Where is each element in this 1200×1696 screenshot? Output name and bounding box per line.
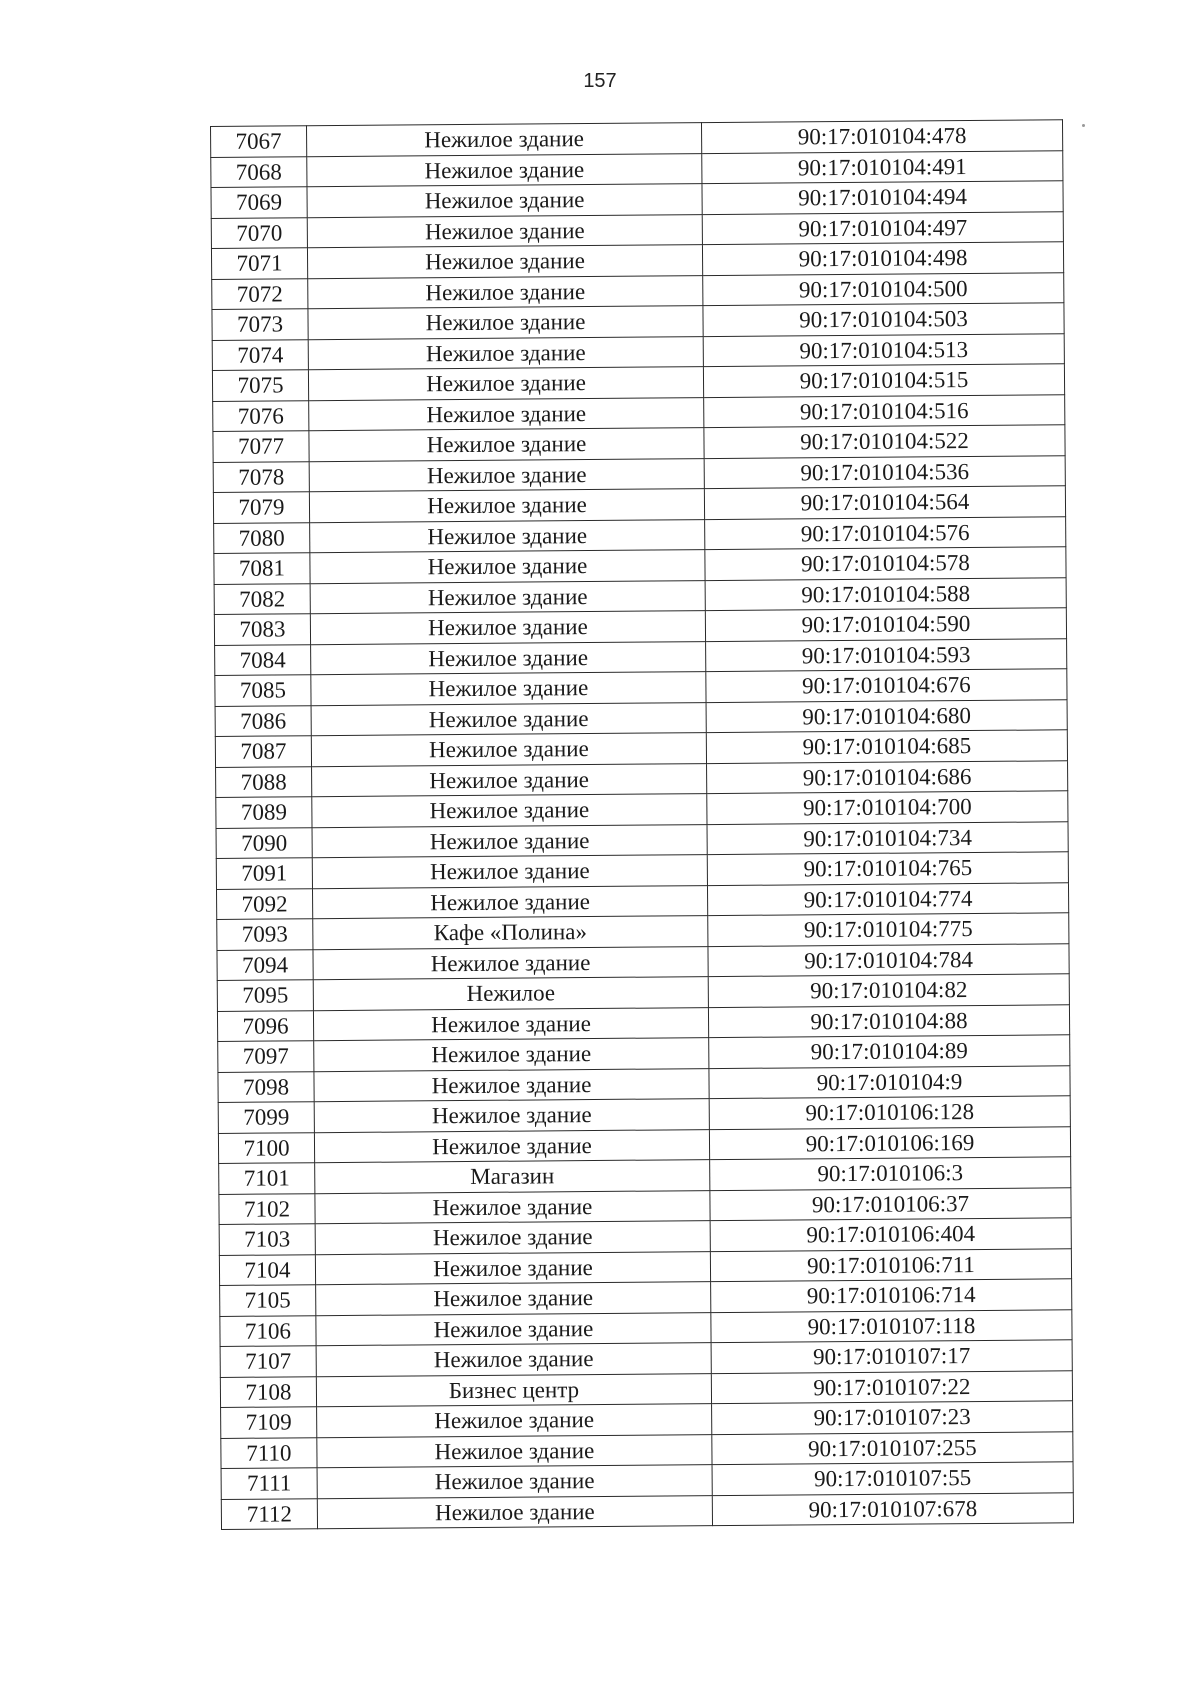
object-name-cell: Нежилое здание [312, 794, 707, 828]
row-number-cell: 7100 [218, 1132, 314, 1163]
row-number-cell: 7078 [213, 461, 309, 492]
cadastral-number-cell: 90:17:010104:498 [702, 242, 1063, 275]
row-number-cell: 7096 [217, 1010, 313, 1041]
object-name-cell: Нежилое здание [310, 611, 705, 645]
object-name-cell: Нежилое здание [311, 733, 706, 767]
row-number-cell: 7069 [211, 187, 307, 218]
cadastral-number-cell: 90:17:010104:676 [706, 669, 1067, 702]
cadastral-number-cell: 90:17:010104:578 [705, 547, 1066, 580]
row-number-cell: 7092 [216, 888, 312, 919]
row-number-cell: 7091 [216, 858, 312, 889]
object-name-cell: Нежилое здание [307, 214, 702, 248]
row-number-cell: 7081 [214, 553, 310, 584]
object-name-cell: Нежилое здание [311, 641, 706, 675]
cadastral-number-cell: 90:17:010104:82 [708, 974, 1069, 1007]
cadastral-number-cell: 90:17:010104:516 [704, 394, 1065, 427]
row-number-cell: 7101 [219, 1163, 315, 1194]
row-number-cell: 7112 [221, 1498, 317, 1529]
cadastral-number-cell: 90:17:010107:55 [712, 1462, 1073, 1495]
row-number-cell: 7082 [214, 583, 310, 614]
cadastral-number-cell: 90:17:010104:686 [707, 760, 1068, 793]
scan-speck [1082, 124, 1085, 127]
row-number-cell: 7079 [213, 492, 309, 523]
cadastral-number-cell: 90:17:010104:774 [707, 882, 1068, 915]
object-name-cell: Нежилое здание [309, 428, 704, 462]
row-number-cell: 7084 [215, 644, 311, 675]
cadastral-number-cell: 90:17:010104:700 [707, 791, 1068, 824]
object-name-cell: Нежилое здание [314, 1129, 709, 1163]
cadastral-number-cell: 90:17:010106:404 [710, 1218, 1071, 1251]
object-name-cell: Нежилое здание [313, 946, 708, 980]
cadastral-number-cell: 90:17:010107:118 [711, 1309, 1072, 1342]
cadastral-number-cell: 90:17:010104:9 [709, 1065, 1070, 1098]
cadastral-number-cell: 90:17:010104:775 [708, 913, 1069, 946]
object-name-cell: Нежилое здание [317, 1495, 712, 1529]
cadastral-number-cell: 90:17:010107:678 [712, 1492, 1073, 1525]
row-number-cell: 7068 [211, 156, 307, 187]
row-number-cell: 7111 [221, 1468, 317, 1499]
cadastral-number-cell: 90:17:010107:17 [711, 1340, 1072, 1373]
object-name-cell: Нежилое здание [315, 1251, 710, 1285]
row-number-cell: 7106 [220, 1315, 316, 1346]
cadastral-number-cell: 90:17:010104:88 [708, 1004, 1069, 1037]
object-name-cell: Нежилое здание [315, 1190, 710, 1224]
object-name-cell: Нежилое здание [312, 855, 707, 889]
object-name-cell: Бизнес центр [316, 1373, 711, 1407]
cadastral-number-cell: 90:17:010104:564 [704, 486, 1065, 519]
row-number-cell: 7093 [217, 919, 313, 950]
object-name-cell: Нежилое здание [307, 245, 702, 279]
cadastral-number-cell: 90:17:010106:714 [711, 1279, 1072, 1312]
row-number-cell: 7105 [220, 1285, 316, 1316]
object-name-cell: Нежилое здание [308, 306, 703, 340]
cadastral-number-cell: 90:17:010107:23 [712, 1401, 1073, 1434]
row-number-cell: 7087 [215, 736, 311, 767]
cadastral-number-cell: 90:17:010106:37 [710, 1187, 1071, 1220]
object-name-cell: Нежилое здание [314, 1099, 709, 1133]
row-number-cell: 7071 [211, 248, 307, 279]
object-name-cell: Нежилое здание [308, 336, 703, 370]
cadastral-number-cell: 90:17:010104:685 [706, 730, 1067, 763]
object-name-cell: Нежилое здание [307, 184, 702, 218]
object-name-cell: Нежилое здание [310, 550, 705, 584]
row-number-cell: 7109 [221, 1407, 317, 1438]
object-name-cell: Нежилое здание [312, 824, 707, 858]
row-number-cell: 7107 [220, 1346, 316, 1377]
register-table [210, 119, 1074, 1530]
cadastral-number-cell: 90:17:010106:128 [709, 1096, 1070, 1129]
cadastral-number-cell: 90:17:010104:497 [702, 211, 1063, 244]
cadastral-number-cell: 90:17:010104:513 [703, 333, 1064, 366]
row-number-cell: 7080 [214, 522, 310, 553]
cadastral-number-cell: 90:17:010104:89 [709, 1035, 1070, 1068]
object-name-cell: Нежилое здание [309, 458, 704, 492]
row-number-cell: 7070 [211, 217, 307, 248]
row-number-cell: 7090 [216, 827, 312, 858]
object-name-cell: Нежилое здание [317, 1404, 712, 1438]
cadastral-number-cell: 90:17:010106:3 [710, 1157, 1071, 1190]
object-name-cell: Нежилое здание [308, 367, 703, 401]
cadastral-number-cell: 90:17:010107:255 [712, 1431, 1073, 1464]
object-name-cell: Нежилое здание [310, 580, 705, 614]
cadastral-number-cell: 90:17:010104:680 [706, 699, 1067, 732]
object-name-cell: Нежилое здание [315, 1221, 710, 1255]
row-number-cell: 7083 [214, 614, 310, 645]
row-number-cell: 7077 [213, 431, 309, 462]
row-number-cell: 7097 [218, 1041, 314, 1072]
cadastral-number-cell: 90:17:010104:503 [703, 303, 1064, 336]
cadastral-number-cell: 90:17:010104:491 [702, 150, 1063, 183]
table-row [221, 1492, 1073, 1529]
object-name-cell: Нежилое здание [316, 1343, 711, 1377]
page-number: 157 [583, 70, 617, 92]
cadastral-number-cell: 90:17:010104:593 [706, 638, 1067, 671]
row-number-cell: 7103 [219, 1224, 315, 1255]
row-number-cell: 7075 [212, 370, 308, 401]
object-name-cell: Нежилое здание [314, 1038, 709, 1072]
object-name-cell: Нежилое здание [314, 1068, 709, 1102]
object-name-cell: Нежилое здание [309, 489, 704, 523]
object-name-cell: Нежилое здание [311, 672, 706, 706]
object-name-cell: Нежилое здание [316, 1312, 711, 1346]
cadastral-number-cell: 90:17:010107:22 [711, 1370, 1072, 1403]
cadastral-number-cell: 90:17:010104:576 [705, 516, 1066, 549]
row-number-cell: 7108 [220, 1376, 316, 1407]
row-number-cell: 7076 [213, 400, 309, 431]
row-number-cell: 7073 [212, 309, 308, 340]
cadastral-number-cell: 90:17:010104:494 [702, 181, 1063, 214]
row-number-cell: 7086 [215, 705, 311, 736]
row-number-cell: 7110 [221, 1437, 317, 1468]
object-name-cell: Нежилое здание [313, 1007, 708, 1041]
object-name-cell: Нежилое здание [308, 275, 703, 309]
row-number-cell: 7088 [216, 766, 312, 797]
cadastral-number-cell: 90:17:010104:784 [708, 943, 1069, 976]
row-number-cell: 7089 [216, 797, 312, 828]
row-number-cell: 7072 [212, 278, 308, 309]
row-number-cell: 7067 [211, 126, 307, 157]
row-number-cell: 7102 [219, 1193, 315, 1224]
object-name-cell: Магазин [315, 1160, 710, 1194]
object-name-cell: Нежилое здание [311, 702, 706, 736]
object-name-cell: Нежилое здание [307, 153, 702, 187]
cadastral-number-cell: 90:17:010104:765 [707, 852, 1068, 885]
cadastral-number-cell: 90:17:010104:588 [705, 577, 1066, 610]
row-number-cell: 7085 [215, 675, 311, 706]
object-name-cell: Нежилое здание [317, 1434, 712, 1468]
object-name-cell: Нежилое здание [317, 1465, 712, 1499]
cadastral-number-cell: 90:17:010104:500 [703, 272, 1064, 305]
row-number-cell: 7074 [212, 339, 308, 370]
row-number-cell: 7099 [218, 1102, 314, 1133]
object-name-cell: Нежилое здание [312, 763, 707, 797]
cadastral-number-cell: 90:17:010104:590 [705, 608, 1066, 641]
row-number-cell: 7094 [217, 949, 313, 980]
object-name-cell: Нежилое здание [312, 885, 707, 919]
cadastral-number-cell: 90:17:010104:515 [703, 364, 1064, 397]
cadastral-number-cell: 90:17:010106:169 [709, 1126, 1070, 1159]
object-name-cell: Нежилое здание [310, 519, 705, 553]
object-name-cell: Нежилое здание [309, 397, 704, 431]
cadastral-number-cell: 90:17:010104:536 [704, 455, 1065, 488]
row-number-cell: 7104 [219, 1254, 315, 1285]
cadastral-number-cell: 90:17:010104:478 [701, 120, 1062, 153]
cadastral-number-cell: 90:17:010104:734 [707, 821, 1068, 854]
cadastral-number-cell: 90:17:010106:711 [710, 1248, 1071, 1281]
row-number-cell: 7098 [218, 1071, 314, 1102]
table-body [211, 120, 1074, 1530]
cadastral-number-cell: 90:17:010104:522 [704, 425, 1065, 458]
row-number-cell: 7095 [217, 980, 313, 1011]
object-name-cell: Нежилое [313, 977, 708, 1011]
object-name-cell: Кафе «Полина» [313, 916, 708, 950]
object-name-cell: Нежилое здание [316, 1282, 711, 1316]
object-name-cell: Нежилое здание [307, 123, 702, 157]
